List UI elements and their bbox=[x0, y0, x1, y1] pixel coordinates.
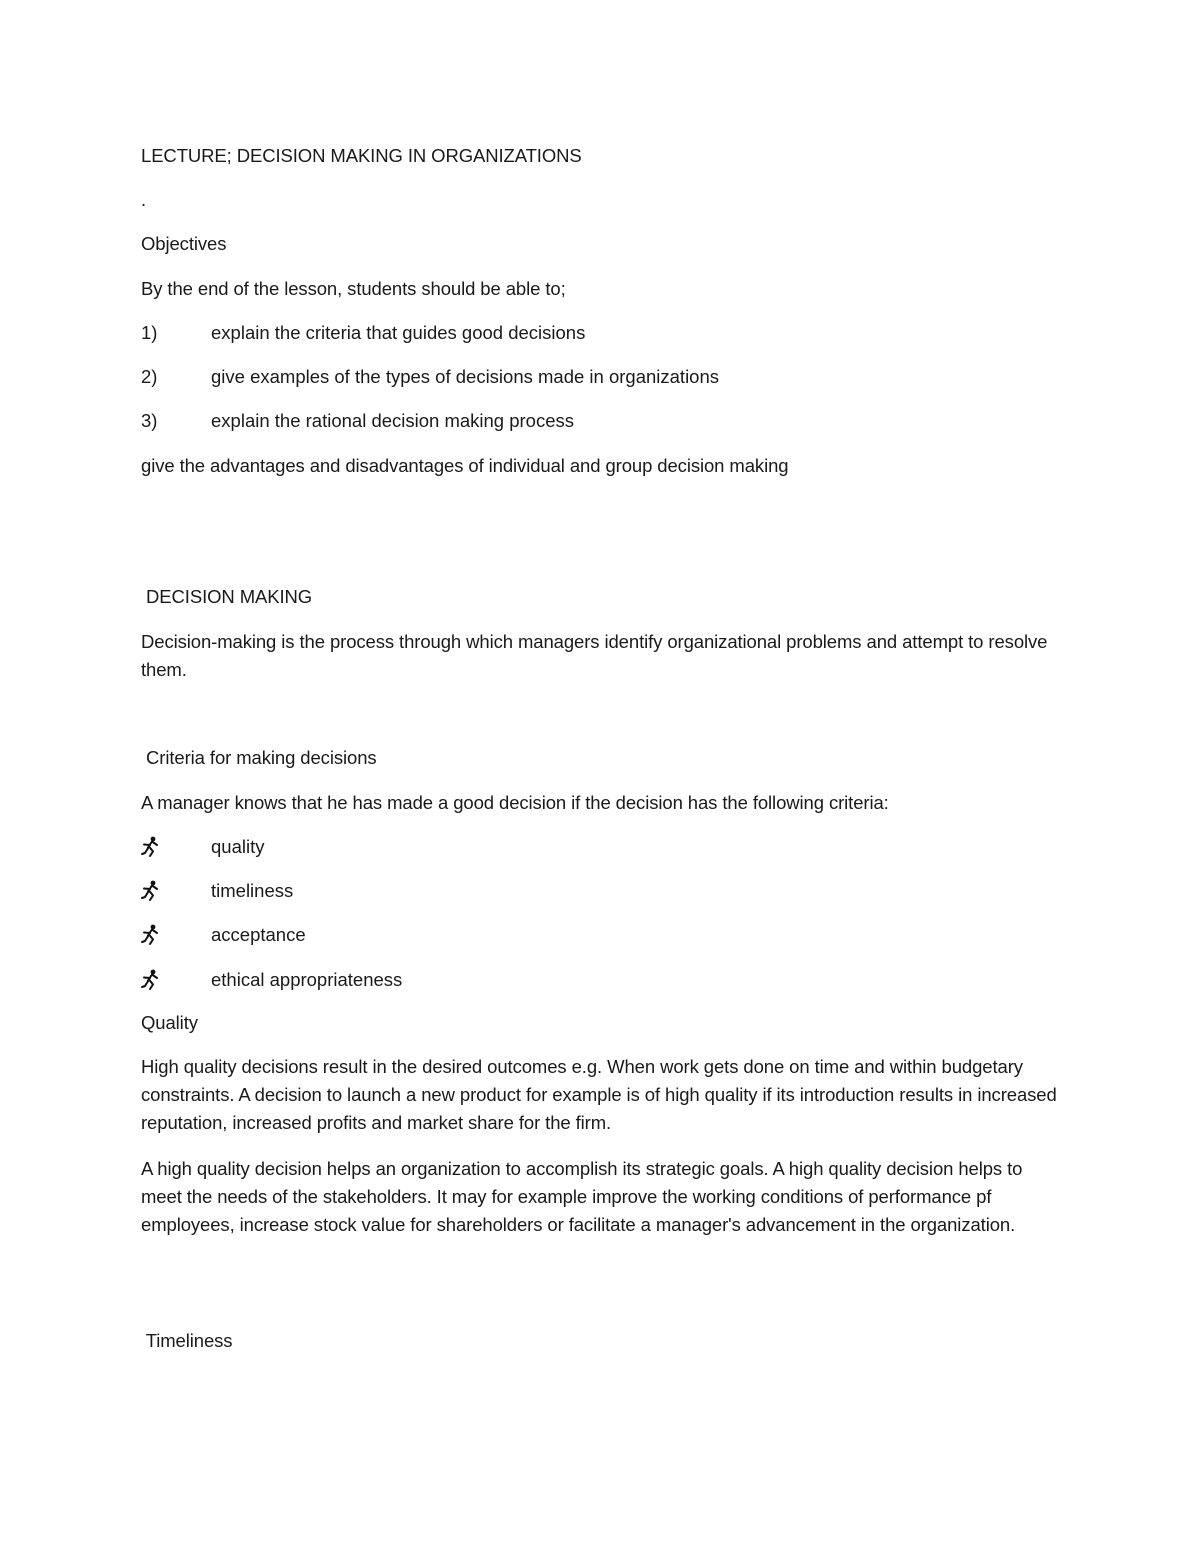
runner-bullet-icon bbox=[140, 835, 162, 859]
objectives-intro: By the end of the lesson, students should be able to; bbox=[141, 278, 566, 299]
document-title: LECTURE; DECISION MAKING IN ORGANIZATIONS bbox=[141, 145, 582, 166]
objective-number: 2) bbox=[141, 366, 158, 387]
objective-number: 3) bbox=[141, 410, 158, 431]
criteria-item: ethical appropriateness bbox=[211, 969, 403, 990]
criteria-item: acceptance bbox=[211, 924, 306, 945]
quality-paragraph: A high quality decision helps an organization to accomplish its strategic goals. A high quality decision helps to meet the needs of the stakeholders. It may for example improve the working conditions of performance pf employees, increase stock value for shareholders or facilitate a manager's advancement in the organization. bbox=[141, 1158, 1023, 1235]
criteria-item: quality bbox=[211, 836, 265, 857]
objective-text: explain the criteria that guides good decisions bbox=[211, 322, 586, 343]
quality-paragraph: High quality decisions result in the desired outcomes e.g. When work gets done on time and within budgetary constraints. A decision to launch a new product for example is of high quality if its introduction results in increased reputation, increased profits and market share for the firm. bbox=[141, 1056, 1057, 1133]
timeliness-heading: Timeliness bbox=[141, 1330, 233, 1351]
criteria-item: timeliness bbox=[211, 880, 294, 901]
runner-bullet-icon bbox=[140, 879, 162, 903]
quality-heading: Quality bbox=[141, 1012, 198, 1033]
objectives-heading: Objectives bbox=[141, 233, 227, 254]
runner-bullet-icon bbox=[140, 923, 162, 947]
objective-number: 1) bbox=[141, 322, 158, 343]
objective-text: explain the rational decision making process bbox=[211, 410, 575, 431]
runner-bullet-icon bbox=[140, 968, 162, 992]
criteria-intro: A manager knows that he has made a good decision if the decision has the following criteria: bbox=[141, 792, 889, 813]
separator-dot: . bbox=[141, 189, 147, 210]
decision-definition: Decision-making is the process through which managers identify organizational problems and attempt to resolve them. bbox=[141, 631, 1048, 680]
objective-text: give examples of the types of decisions made in organizations bbox=[211, 366, 720, 387]
decision-making-heading: DECISION MAKING bbox=[141, 586, 313, 607]
objectives-extra: give the advantages and disadvantages of individual and group decision making bbox=[141, 455, 789, 476]
criteria-heading: Criteria for making decisions bbox=[141, 747, 377, 768]
